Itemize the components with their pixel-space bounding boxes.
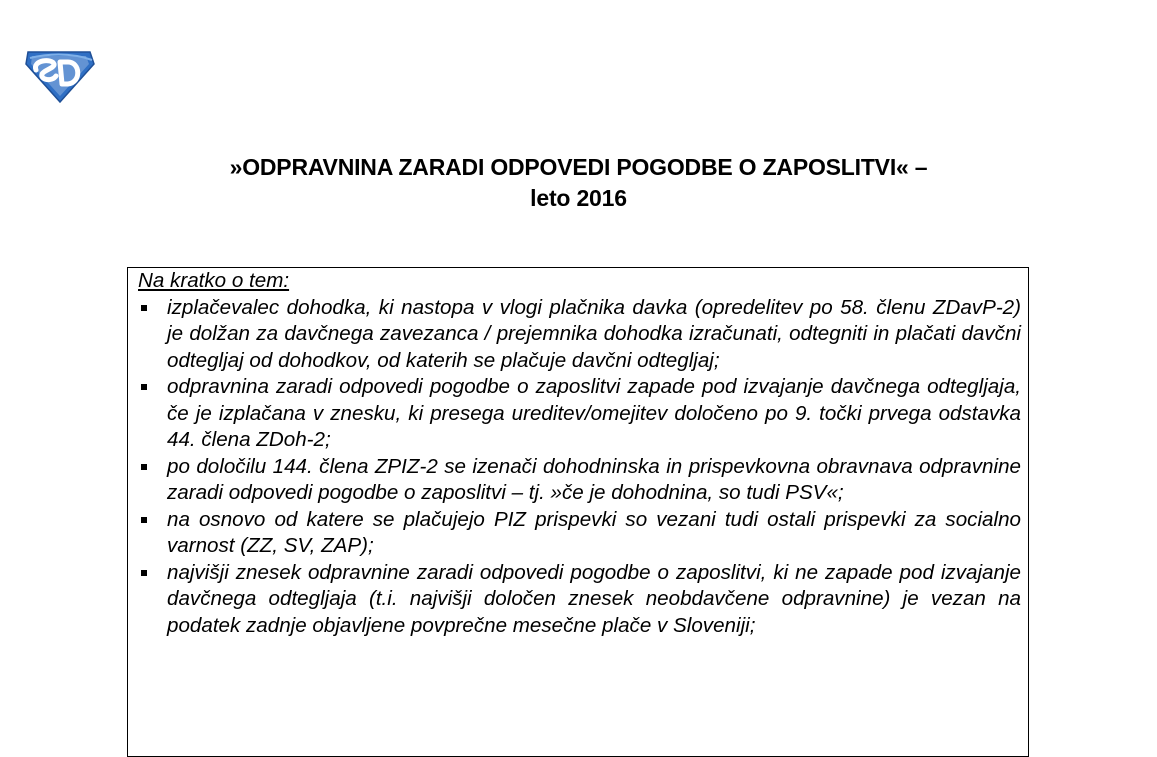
list-item [138, 295, 1021, 375]
square-bullet-icon [141, 384, 147, 390]
list-item-text: odpravnina zaradi odpovedi pogodbe o zaposlitvi zapade pod izvajanje davčnega odtegljaja, če je izplačana v znesku, ki presega ureditev/omejitev določeno po 9. točki prvega odstavka 44. člena ZDoh-2; [167, 375, 1021, 451]
list-item [138, 374, 1021, 454]
list-item-text: na osnovo od katere se plačujejo PIZ prispevki so vezani tudi ostali prispevki za socialno varnost (ZZ, SV, ZAP); [167, 507, 1021, 557]
shield-logo-icon [22, 48, 96, 104]
title-line-2: leto 2016 [530, 185, 627, 211]
sd-logo [22, 48, 96, 104]
summary-list [138, 295, 1021, 640]
list-item [138, 560, 1021, 640]
square-bullet-icon [141, 305, 147, 311]
title-line-1: »ODPRAVNINA ZARADI ODPOVEDI POGODBE O ZAPOSLITVI« – [229, 154, 928, 180]
summary-box [127, 267, 1029, 757]
list-item [138, 507, 1021, 560]
summary-heading: Na kratko o tem: [138, 269, 290, 292]
list-item-text: po določilu 144. člena ZPIZ-2 se izenači dohodninska in prispevkovna obravnava odpravnine zaradi odpovedi pogodbe o zaposlitvi – tj. »če je dohodnina, so tudi PSV«; [167, 454, 1021, 504]
square-bullet-icon [141, 517, 147, 523]
list-item [138, 454, 1021, 507]
document-title [0, 152, 1157, 214]
list-item-text: izplačevalec dohodka, ki nastopa v vlogi plačnika davka (opredelitev po 58. členu ZDavP-2) je dolžan za davčnega zavezanca / prejemnika dohodka izračunati, odtegniti in plačati davčni odtegljaj od dohodkov, od katerih se plačuje davčni odtegljaj; [167, 295, 1021, 372]
square-bullet-icon [141, 570, 147, 576]
summary-content [138, 268, 1021, 639]
square-bullet-icon [141, 464, 147, 470]
list-item-text: najvišji znesek odpravnine zaradi odpovedi pogodbe o zaposlitvi, ki ne zapade pod izvajanje davčnega odtegljaja (t.i. najvišji določen znesek neobdavčene odpravnine) je vezan na podatek zadnje objavljene povprečne mesečne plače v Sloveniji; [167, 560, 1021, 637]
